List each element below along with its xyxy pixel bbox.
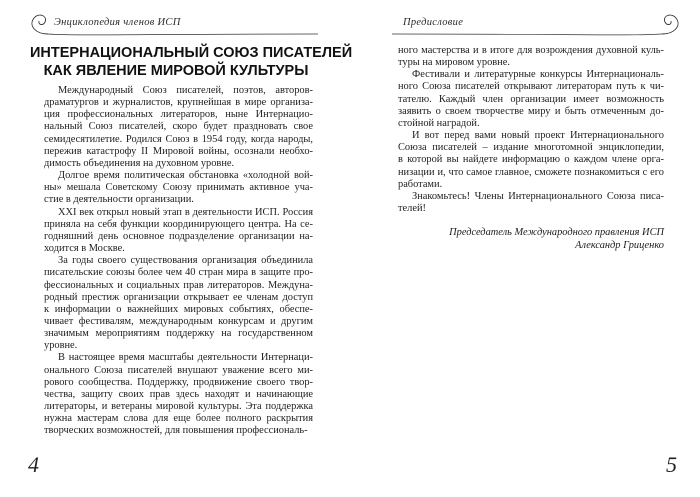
text-line: телей! — [398, 203, 426, 215]
text-line: стойной наградой. — [398, 117, 480, 129]
text-line: ны» мешала Советскому Союзу принимать активное уча- — [44, 182, 313, 194]
text-line: стие в деятельности организации. — [44, 194, 194, 206]
paragraph — [44, 170, 313, 206]
text-line: литераторы, и ветераны мировой культуры. Эта поддержка — [44, 401, 313, 413]
paragraph — [398, 191, 664, 215]
paragraph — [398, 45, 664, 69]
text-line: заявить о своем творчестве миру и быть отмеченным до- — [398, 105, 664, 117]
signature-block — [404, 226, 664, 252]
right-page — [350, 0, 700, 497]
left-body-text — [44, 85, 313, 438]
text-line: нальный Союз писателей, скоро будет праздновать свое — [44, 121, 313, 133]
text-line: Союза писателей – издание многотомной энциклопедии, — [398, 142, 664, 154]
text-line: Знакомьтесь! Члены Интернационального Союза писа- — [412, 190, 664, 202]
text-line: работами. — [398, 178, 443, 190]
text-line: В настоящее время масштабы деятельности Интернаци- — [58, 352, 313, 364]
text-line: ного Союза писателей открывают литераторам путь к чи- — [398, 81, 664, 93]
text-line: рового сообщества. Поддержку, продвижение своего твор- — [44, 376, 313, 388]
paragraph — [398, 69, 664, 130]
paragraph — [44, 85, 313, 170]
text-line: ходится в Москве. — [44, 243, 125, 255]
text-line: приняла на себя функции координирующего центра. На се- — [44, 218, 313, 230]
text-line: уровне. — [44, 340, 78, 352]
header-ornament-left — [18, 8, 328, 48]
text-line: димость объединения на духовном уровне. — [44, 157, 235, 169]
text-line: тателю. Каждый член организации имеет возможность — [398, 93, 664, 105]
text-line: значимым мероприятиям поддержку на государственном — [44, 328, 313, 340]
text-line: И вот перед вами новый проект Интернационального — [412, 130, 664, 142]
page-title — [30, 44, 353, 80]
title-line: КАК ЯВЛЕНИЕ МИРОВОЙ КУЛЬТУРЫ — [43, 63, 309, 79]
text-line: родный престиж организации открывает ее членам доступ — [44, 291, 313, 303]
text-line: XXI век открыл новый этап в деятельности ИСП. Россия — [58, 206, 313, 218]
paragraph — [44, 207, 313, 256]
text-line: к информации о важнейших мировых событиях, обеспе- — [44, 303, 313, 315]
text-line: фессиональных и социальных прав литераторов. Междуна- — [44, 279, 313, 291]
title-line: ИНТЕРНАЦИОНАЛЬНЫЙ СОЮЗ ПИСАТЕЛЕЙ — [30, 45, 353, 61]
text-line: в которой вы найдете информацию о каждом члене орга- — [398, 154, 664, 166]
text-line: чества, защиту своих прав здесь находят и начинающие — [44, 388, 313, 400]
running-head-left: Энциклопедия членов ИСП — [54, 17, 181, 28]
text-line: туры на мировом уровне. — [398, 57, 510, 69]
signature-title: Председатель Международного правления ИСП — [449, 227, 664, 238]
paragraph — [44, 352, 313, 437]
page-number-right: 5 — [666, 452, 677, 477]
text-line: За годы своего существования организация объединила — [58, 255, 313, 267]
page-number-left: 4 — [28, 452, 39, 477]
text-line: чивает фестивалям, международным конкурсам и другим — [44, 315, 313, 327]
header-ornament-right — [392, 8, 692, 48]
text-line: Фестивали и литературные конкурсы Интернациональ- — [412, 69, 664, 81]
right-body-text — [398, 45, 664, 215]
running-head-right: Предисловие — [403, 17, 464, 28]
text-line: творческих возможностей, для повышения профессиональ- — [44, 425, 308, 437]
signature-name: Александр Гриценко — [575, 240, 664, 251]
text-line: ция профессиональных литераторов, ныне Интернацио- — [44, 109, 313, 121]
text-line: нужна мастерам слова для еще более полного раскрытия — [44, 413, 313, 425]
text-line: Международный Союз писателей, поэтов, авторов- — [58, 85, 313, 96]
text-line: онального Союза писателей внушают уважение всего ми- — [44, 364, 313, 376]
text-line: писательские союзы более чем 40 стран мира в защите про- — [44, 267, 313, 279]
text-line: Долгое время политическая обстановка «холодной вой- — [58, 170, 313, 182]
paragraph — [44, 255, 313, 352]
text-line: годняшний день основное подразделение организации на- — [44, 230, 313, 242]
text-line: пережив катастрофу II Мировой войны, осознали необхо- — [44, 145, 313, 157]
paragraph — [398, 130, 664, 191]
text-line: низации и, что самое главное, сможете познакомиться с его — [398, 166, 664, 178]
text-line: ного мастерства и в итоге для возрождения духовной куль- — [398, 45, 664, 56]
text-line: семидесятилетие. Родился Союз в 1954 году, когда народы, — [44, 133, 313, 145]
text-line: драматургов и журналистов, крупнейшая в мире организа- — [44, 97, 313, 109]
